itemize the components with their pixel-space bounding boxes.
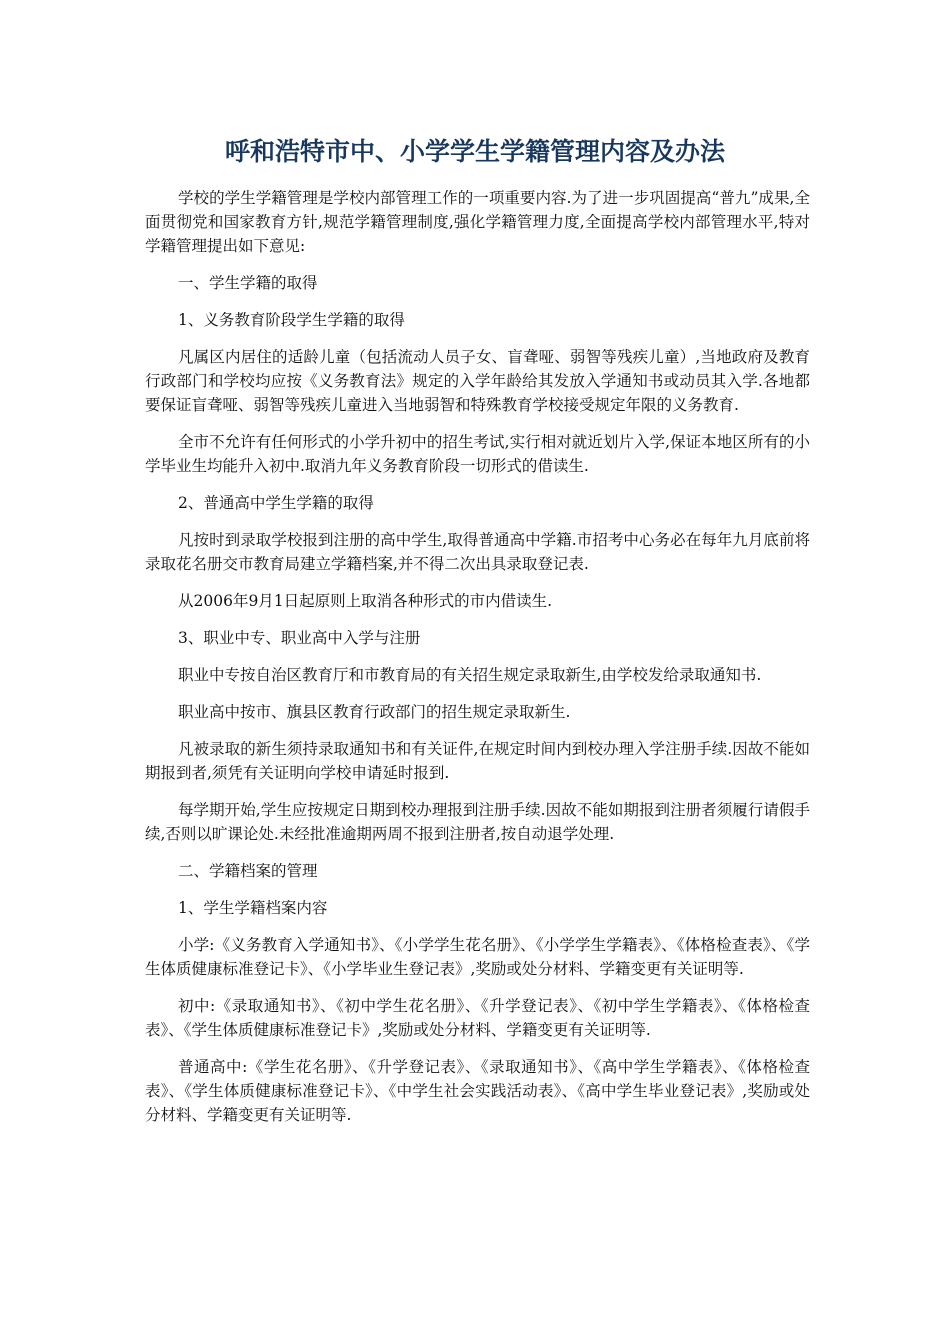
paragraph: 从2006年9月1日起原则上取消各种形式的市内借读生. [178, 592, 553, 610]
paragraph: 初中:《录取通知书》、《初中学生花名册》、《升学登记表》、《初中学生学籍表》、《体格检查表》、《学生体质健康标准登记卡》,奖励或处分材料、学籍变更有关证明等. [145, 997, 810, 1039]
paragraph: 凡属区内居住的适龄儿童（包括流动人员子女、盲聋哑、弱智等残疾儿童）,当地政府及教育行政部门和学校均应按《义务教育法》规定的入学年龄给其发放入学通知书或动员其入学.各地都要保证盲聋哑、弱智等残疾儿童进入当地弱智和特殊教育学校接受规定年限的义务教育. [145, 348, 810, 414]
paragraph: 每学期开始,学生应按规定日期到校办理报到注册手续.因故不能如期报到注册者须履行请假手续,否则以旷课论处.未经批准逾期两周不报到注册者,按自动退学处理. [145, 801, 810, 843]
subsection-heading: 1、义务教育阶段学生学籍的取得 [178, 311, 405, 329]
paragraph: 学校的学生学籍管理是学校内部管理工作的一项重要内容.为了进一步巩固提高“普九”成果,全面贯彻党和国家教育方针,规范学籍管理制度,强化学籍管理力度,全面提高学校内部管理水平,特对学籍管理提出如下意见: [145, 189, 810, 255]
paragraph: 小学:《义务教育入学通知书》、《小学学生花名册》、《小学学生学籍表》、《体格检查表》、《学生体质健康标准登记卡》、《小学毕业生登记表》,奖励或处分材料、学籍变更有关证明等. [145, 936, 810, 978]
subsection-heading: 1、学生学籍档案内容 [178, 899, 328, 917]
paragraph: 职业高中按市、旗县区教育行政部门的招生规定录取新生. [178, 703, 571, 721]
paragraph: 凡按时到录取学校报到注册的高中学生,取得普通高中学籍.市招考中心务必在每年九月底前将录取花名册交市教育局建立学籍档案,并不得二次出具录取登记表. [145, 531, 810, 573]
paragraph: 凡被录取的新生须持录取通知书和有关证件,在规定时间内到校办理入学注册手续.因故不能如期报到者,须凭有关证明向学校申请延时报到. [145, 740, 810, 782]
document-title: 呼和浩特市中、小学学生学籍管理内容及办法 [224, 137, 725, 166]
paragraph: 普通高中:《学生花名册》、《升学登记表》、《录取通知书》、《高中学生学籍表》、《体格检查表》、《学生体质健康标准登记卡》、《中学生社会实践活动表》、《高中学生毕业登记表》,奖励或处分材料、学籍变更有关证明等. [145, 1058, 810, 1124]
section-heading: 一、学生学籍的取得 [178, 274, 318, 292]
section-heading: 二、学籍档案的管理 [178, 862, 318, 880]
paragraph: 全市不允许有任何形式的小学升初中的招生考试,实行相对就近划片入学,保证本地区所有的小学毕业生均能升入初中.取消九年义务教育阶段一切形式的借读生. [145, 433, 810, 475]
subsection-heading: 2、普通高中学生学籍的取得 [178, 494, 374, 512]
subsection-heading: 3、职业中专、职业高中入学与注册 [178, 629, 421, 647]
document-body [145, 186, 810, 1140]
paragraph: 职业中专按自治区教育厅和市教育局的有关招生规定录取新生,由学校发给录取通知书. [178, 666, 762, 684]
